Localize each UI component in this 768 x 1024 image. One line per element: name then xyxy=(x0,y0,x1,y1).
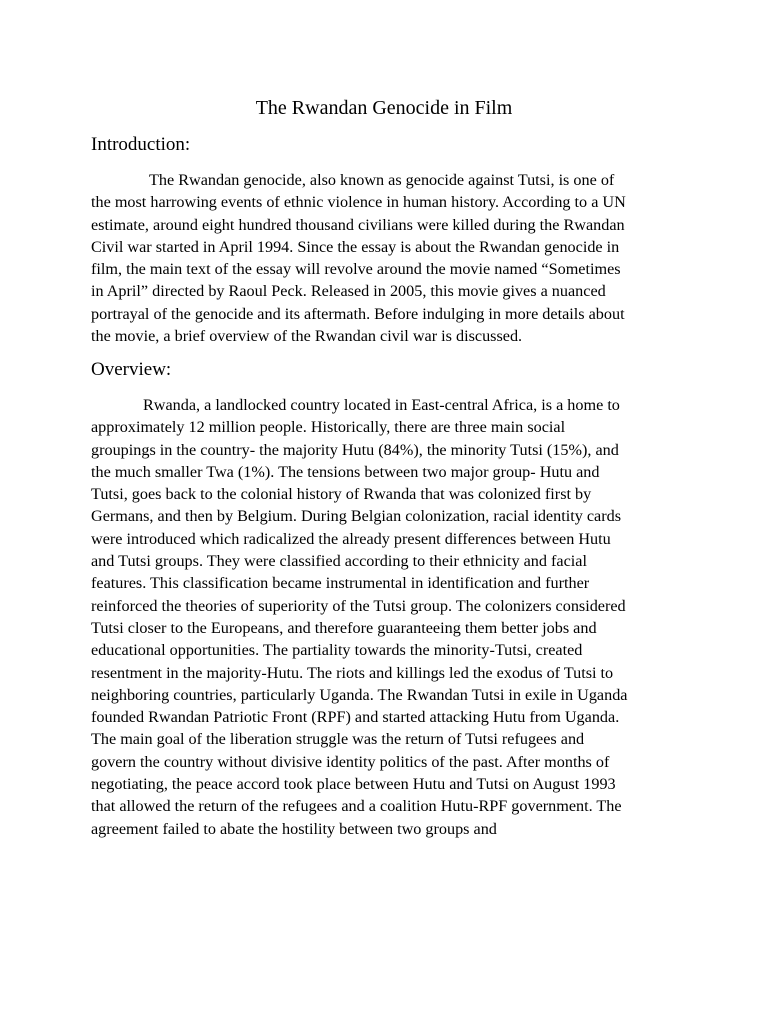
introduction-paragraph xyxy=(91,169,681,347)
paragraph-line: the most harrowing events of ethnic violence in human history. According to a UN xyxy=(91,193,626,212)
paragraph-line: Rwanda, a landlocked country located in East-central Africa, is a home to xyxy=(143,396,620,414)
paragraph-line: features. This classification became instrumental in identification and further xyxy=(91,574,590,593)
paragraph-line: neighboring countries, particularly Uganda. The Rwandan Tutsi in exile in Uganda xyxy=(91,685,628,704)
paragraph-line: in April” directed by Raoul Peck. Released in 2005, this movie gives a nuanced xyxy=(91,282,606,301)
paragraph-line: were introduced which radicalized the already present differences between Hutu xyxy=(91,529,611,548)
paragraph-line: Civil war started in April 1994. Since the essay is about the Rwandan genocide in xyxy=(91,237,620,256)
section-heading-introduction: Introduction: xyxy=(91,134,191,155)
paragraph-line: film, the main text of the essay will revolve around the movie named “Sometimes xyxy=(91,260,621,279)
paragraph-line: approximately 12 million people. Historically, there are three main social xyxy=(91,418,566,437)
paragraph-line: founded Rwandan Patriotic Front (RPF) and started attacking Hutu from Uganda. xyxy=(91,708,620,727)
paragraph-line: negotiating, the peace accord took place between Hutu and Tutsi on August 1993 xyxy=(91,775,616,794)
paragraph-line: Germans, and then by Belgium. During Belgian colonization, racial identity cards xyxy=(91,507,621,526)
section-heading-overview: Overview: xyxy=(91,359,172,380)
paragraph-line: that allowed the return of the refugees and a coalition Hutu-RPF government. The xyxy=(91,797,622,816)
paragraph-line: agreement failed to abate the hostility between two groups and xyxy=(91,819,497,838)
paragraph-line: groupings in the country- the majority Hutu (84%), the minority Tutsi (15%), and xyxy=(91,440,619,459)
document-title: The Rwandan Genocide in Film xyxy=(255,97,513,119)
paragraph-line: resentment in the majority-Hutu. The riots and killings led the exodus of Tutsi to xyxy=(91,663,614,682)
paragraph-line: portrayal of the genocide and its aftermath. Before indulging in more details about xyxy=(91,304,625,323)
paragraph-line: the much smaller Twa (1%). The tensions between two major group- Hutu and xyxy=(91,462,600,481)
paragraph-line: educational opportunities. The partiality towards the minority-Tutsi, created xyxy=(91,641,583,660)
paragraph-line: and Tutsi groups. They were classified according to their ethnicity and facial xyxy=(91,552,587,571)
paragraph-line: govern the country without divisive identity politics of the past. After months of xyxy=(91,752,610,771)
overview-paragraph xyxy=(91,394,681,840)
paragraph-line: Tutsi closer to the Europeans, and therefore guaranteeing them better jobs and xyxy=(91,618,597,637)
paragraph-line: Tutsi, goes back to the colonial history of Rwanda that was colonized first by xyxy=(91,485,592,504)
paragraph-line: The Rwandan genocide, also known as genocide against Tutsi, is one of xyxy=(149,171,615,189)
paragraph-line: the movie, a brief overview of the Rwandan civil war is discussed. xyxy=(91,327,523,346)
paragraph-line: The main goal of the liberation struggle was the return of Tutsi refugees and xyxy=(91,730,585,749)
paragraph-line: estimate, around eight hundred thousand civilians were killed during the Rwandan xyxy=(91,215,625,234)
paragraph-line: reinforced the theories of superiority of the Tutsi group. The colonizers considered xyxy=(91,596,626,615)
